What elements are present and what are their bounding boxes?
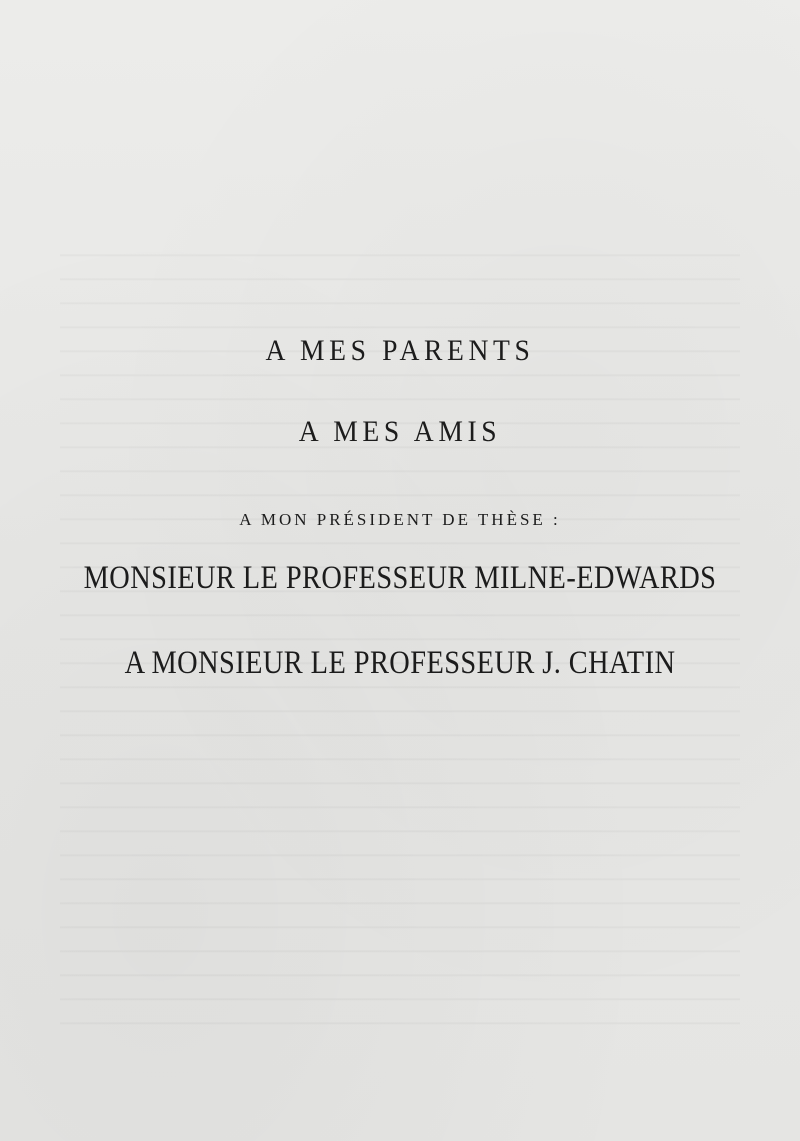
dedication-parents: A MES PARENTS — [265, 334, 535, 367]
dedication-milne-edwards: MONSIEUR LE PROFESSEUR MILNE-EDWARDS — [83, 560, 717, 596]
dedication-friends: A MES AMIS — [298, 415, 502, 448]
dedication-chatin: A MONSIEUR LE PROFESSEUR J. CHATIN — [124, 645, 676, 681]
dedication-thesis-president-heading: A MON PRÉSIDENT DE THÈSE : — [239, 510, 561, 529]
